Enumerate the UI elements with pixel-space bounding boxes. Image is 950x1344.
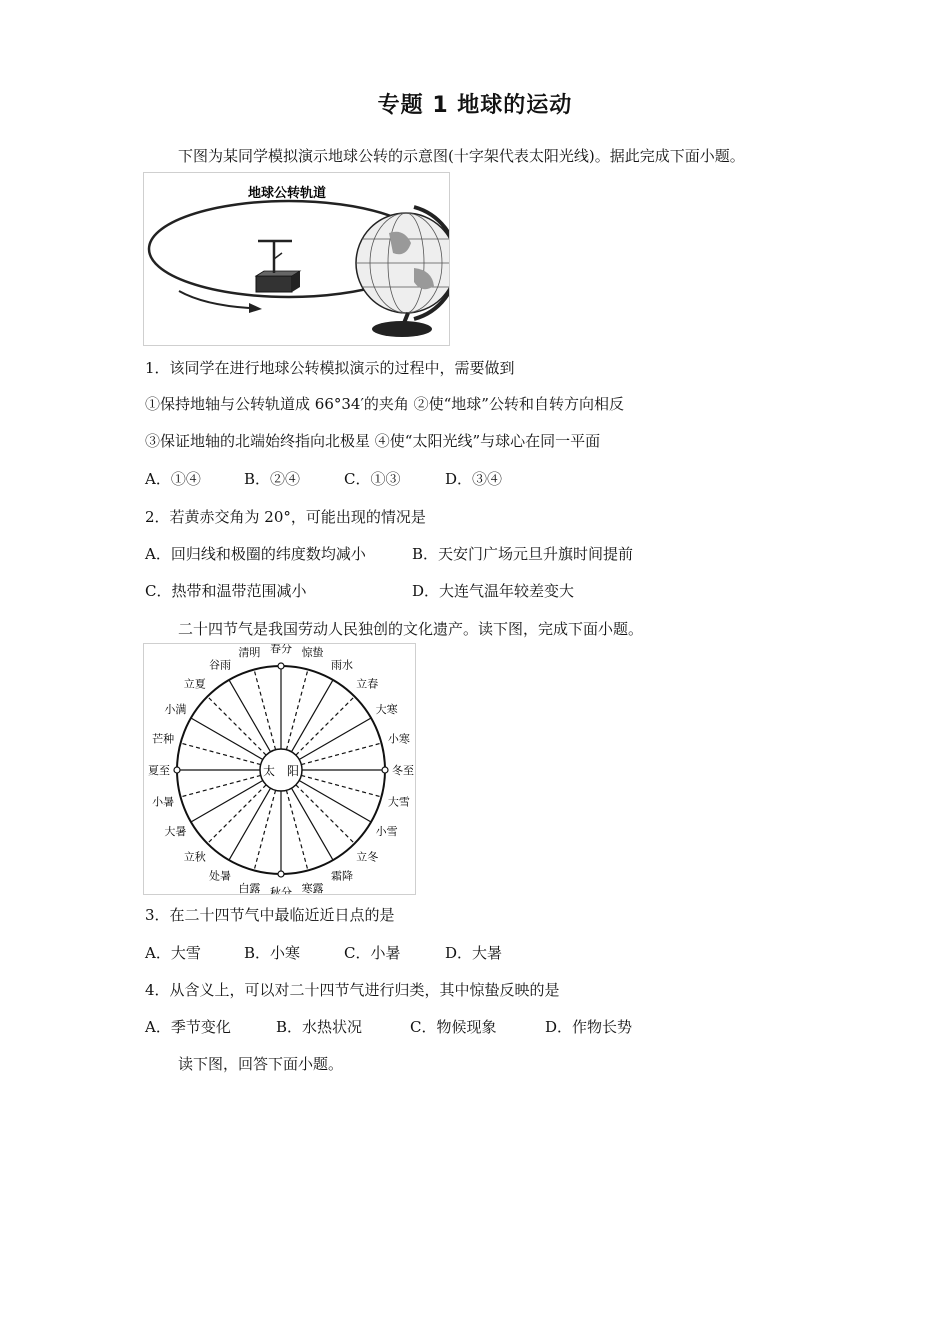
term-label: 春分 bbox=[270, 644, 292, 655]
term-label: 大雪 bbox=[387, 795, 410, 809]
orbit-diagram bbox=[144, 173, 449, 345]
q3-stem: 3．在二十四节气中最临近近日点的是 bbox=[145, 906, 395, 924]
q3-option-a: A．大雪 bbox=[145, 944, 201, 962]
term-spoke bbox=[301, 743, 381, 764]
q4-stem: 4．从含义上，可以对二十四节气进行归类，其中惊蛰反映的是 bbox=[145, 981, 560, 999]
q4-option-b: B．水热状况 bbox=[276, 1018, 363, 1036]
term-spoke bbox=[191, 781, 263, 823]
term-label: 小寒 bbox=[387, 732, 410, 746]
q4-option-c: C．物候现象 bbox=[410, 1018, 497, 1036]
term-spoke bbox=[181, 743, 261, 764]
term-spoke bbox=[299, 781, 371, 823]
q1-items-b: ③保证地轴的北端始终指向北极星 ④使“太阳光线”与球心在同一平面 bbox=[145, 432, 601, 450]
intro-paragraph-3: 读下图，回答下面小题。 bbox=[178, 1055, 344, 1073]
arrow-head-icon bbox=[249, 303, 262, 313]
orbit-label: 地球公转轨道 bbox=[247, 186, 327, 201]
term-label: 处暑 bbox=[209, 869, 231, 883]
term-label: 小满 bbox=[164, 703, 187, 716]
term-label: 谷雨 bbox=[209, 658, 231, 672]
term-spoke bbox=[286, 790, 307, 870]
q2-stem: 2．若黄赤交角为 20°，可能出现的情况是 bbox=[145, 508, 426, 526]
term-label: 立冬 bbox=[356, 850, 379, 864]
term-spoke bbox=[292, 680, 334, 752]
term-spoke bbox=[191, 718, 263, 760]
term-marker bbox=[278, 871, 284, 877]
q1-option-d: D．③④ bbox=[445, 470, 503, 488]
q3-option-d: D．大暑 bbox=[445, 944, 503, 962]
term-spoke bbox=[299, 718, 371, 760]
term-label: 雨水 bbox=[331, 658, 353, 672]
q4-option-d: D．作物长势 bbox=[545, 1018, 633, 1036]
term-label: 寒露 bbox=[301, 881, 324, 894]
q1-stem: 1．该同学在进行地球公转模拟演示的过程中，需要做到 bbox=[145, 359, 515, 377]
term-label: 惊蛰 bbox=[301, 646, 324, 660]
sun-label-1: 太 bbox=[262, 764, 276, 778]
term-label: 芒种 bbox=[152, 732, 175, 746]
term-label: 霜降 bbox=[331, 869, 353, 883]
term-label: 小暑 bbox=[152, 795, 175, 809]
q1-items-a: ①保持地轴与公转轨道成 66°34′的夹角 ②使“地球”公转和自转方向相反 bbox=[145, 395, 624, 413]
term-spoke bbox=[301, 775, 381, 796]
term-spoke bbox=[207, 696, 266, 755]
term-label: 立春 bbox=[356, 677, 379, 691]
term-spoke bbox=[296, 696, 355, 755]
term-marker bbox=[174, 767, 180, 773]
solar-terms-figure bbox=[143, 643, 416, 895]
term-label: 小雪 bbox=[375, 825, 398, 838]
term-spoke bbox=[181, 775, 261, 796]
term-label: 夏至 bbox=[148, 764, 170, 777]
term-label: 大暑 bbox=[164, 825, 187, 838]
q3-option-c: C．小暑 bbox=[344, 944, 401, 962]
term-label: 清明 bbox=[238, 646, 261, 660]
q2-option-c: C．热带和温带范围减小 bbox=[145, 582, 307, 600]
q2-option-d: D．大连气温年较差变大 bbox=[412, 582, 575, 600]
q4-option-a: A．季节变化 bbox=[145, 1018, 231, 1036]
q2-option-a: A．回归线和极圈的纬度数均减小 bbox=[145, 545, 366, 563]
orbit-figure bbox=[143, 172, 450, 346]
term-marker bbox=[278, 663, 284, 669]
page-title: 专题 1 地球的运动 bbox=[377, 93, 573, 118]
q1-option-c: C．①③ bbox=[344, 470, 401, 488]
term-spoke bbox=[254, 790, 275, 870]
intro-paragraph-2: 二十四节气是我国劳动人民独创的文化遗产。读下图，完成下面小题。 bbox=[178, 620, 644, 638]
term-spoke bbox=[286, 670, 307, 750]
globe-base bbox=[372, 321, 432, 337]
term-label: 大寒 bbox=[375, 703, 398, 716]
q1-option-a: A．①④ bbox=[145, 470, 201, 488]
term-spoke bbox=[296, 785, 355, 844]
term-label: 冬至 bbox=[392, 764, 414, 777]
term-spoke bbox=[292, 788, 334, 860]
term-spoke bbox=[229, 680, 271, 752]
intro-paragraph-1: 下图为某同学模拟演示地球公转的示意图(十字架代表太阳光线)。据此完成下面小题。 bbox=[178, 147, 745, 165]
term-label: 立夏 bbox=[183, 677, 206, 691]
term-label: 秋分 bbox=[270, 886, 292, 894]
sun-label-2: 阳 bbox=[286, 764, 300, 778]
term-spoke bbox=[207, 785, 266, 844]
q1-option-b: B．②④ bbox=[244, 470, 301, 488]
term-label: 白露 bbox=[238, 881, 261, 894]
solar-terms-diagram bbox=[144, 644, 415, 894]
term-spoke bbox=[254, 670, 275, 750]
term-spoke bbox=[229, 788, 271, 860]
light-block bbox=[256, 276, 292, 292]
q3-option-b: B．小寒 bbox=[244, 944, 301, 962]
term-marker bbox=[382, 767, 388, 773]
q2-option-b: B．天安门广场元旦升旗时间提前 bbox=[412, 545, 634, 563]
term-label: 立秋 bbox=[183, 850, 206, 864]
